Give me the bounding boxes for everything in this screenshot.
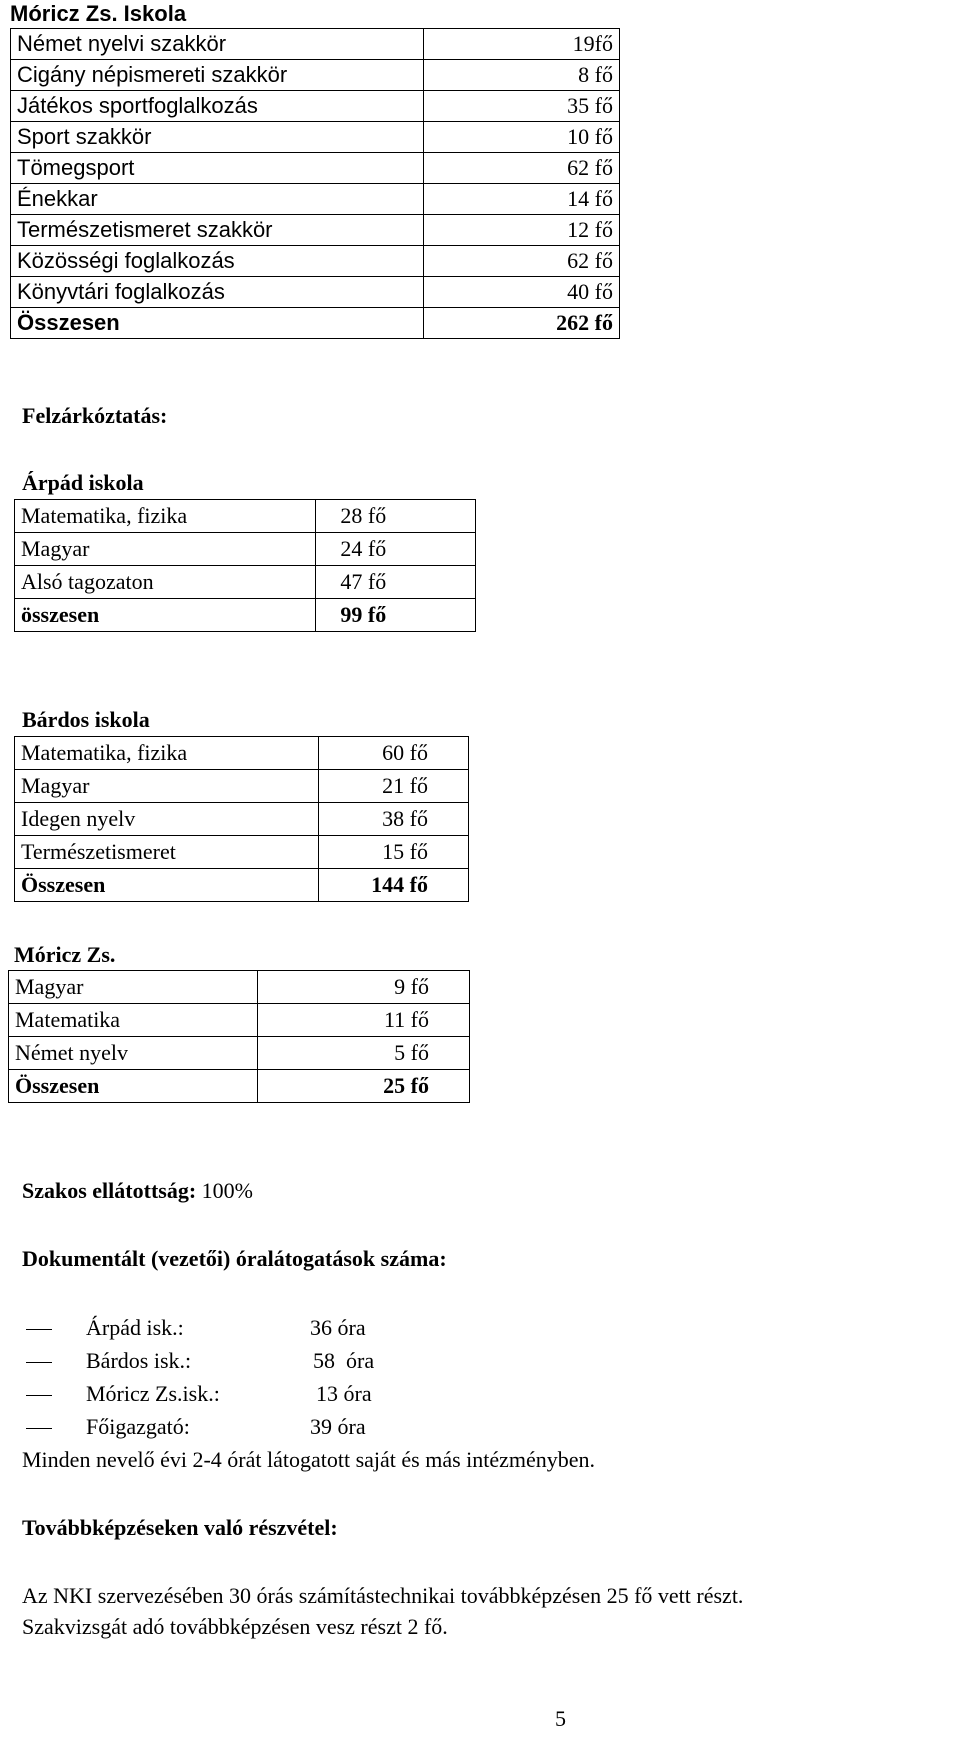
table-row (15, 500, 476, 533)
table-row (11, 246, 620, 277)
table-row (11, 277, 620, 308)
visit-hours: 36 óra (310, 1315, 366, 1340)
row-count: 11 fő (258, 1004, 470, 1037)
visit-hours: 39 óra (310, 1414, 366, 1439)
row-label: Idegen nyelv (15, 803, 319, 836)
table-row (15, 836, 469, 869)
row-label: Német nyelvi szakkör (11, 29, 424, 60)
minden-text: Minden nevelő évi 2-4 órát látogatott saját és más intézményben. (22, 1447, 596, 1472)
moricz2-table (8, 970, 470, 1103)
tovabb-line-2: Szakvizsgát adó továbbképzésen vesz részt 2 fő. (22, 1614, 448, 1639)
row-count: 40 fő (424, 277, 620, 308)
visit-item (26, 1377, 372, 1410)
row-count: 62 fő (424, 246, 620, 277)
row-count: 15 fő (319, 836, 469, 869)
row-count: 10 fő (424, 122, 620, 153)
row-count: 35 fő (424, 91, 620, 122)
row-label: Matematika, fizika (15, 500, 316, 533)
visit-name: Árpád isk.: (86, 1315, 184, 1340)
row-label: Játékos sportfoglalkozás (11, 91, 424, 122)
row-label: Matematika, fizika (15, 737, 319, 770)
visit-name: Bárdos isk.: (86, 1348, 192, 1373)
row-count: 62 fő (424, 153, 620, 184)
row-count: 12 fő (424, 215, 620, 246)
table-row (15, 770, 469, 803)
row-label: Természetismeret szakkör (11, 215, 424, 246)
page-number: 5 (555, 1706, 566, 1731)
felzarkoztatas-heading: Felzárkóztatás: (22, 403, 168, 428)
row-count: 5 fő (258, 1037, 470, 1070)
row-label: Magyar (15, 770, 319, 803)
row-count: 60 fő (319, 737, 469, 770)
row-label: Tömegsport (11, 153, 424, 184)
row-label: Német nyelv (9, 1037, 258, 1070)
row-label: Énekkar (11, 184, 424, 215)
moricz-table-title: Móricz Zs. Iskola (10, 1, 187, 26)
total-count: 25 fő (258, 1070, 470, 1103)
total-count: 144 fő (319, 869, 469, 902)
row-label: Sport szakkör (11, 122, 424, 153)
row-count: 24 fő (316, 533, 476, 566)
total-row (15, 869, 469, 902)
row-count: 38 fő (319, 803, 469, 836)
row-count: 8 fő (424, 60, 620, 91)
arpad-table (14, 499, 476, 632)
table-row (11, 122, 620, 153)
row-label: Közösségi foglalkozás (11, 246, 424, 277)
row-label: Matematika (9, 1004, 258, 1037)
visit-item (26, 1344, 375, 1377)
row-label: Magyar (15, 533, 316, 566)
table-row (11, 60, 620, 91)
dash-bullet-icon (26, 1428, 52, 1429)
total-label: Összesen (11, 308, 424, 339)
table-row (11, 153, 620, 184)
visit-hours: 58 óra (313, 1348, 375, 1373)
table-row (15, 803, 469, 836)
row-label: Alsó tagozaton (15, 566, 316, 599)
visit-hours: 13 óra (316, 1381, 372, 1406)
total-label: Összesen (15, 869, 319, 902)
arpad-title: Árpád iskola (22, 470, 144, 495)
row-count: 28 fő (316, 500, 476, 533)
table-row (11, 215, 620, 246)
szakos-line (22, 1178, 253, 1204)
table-row (11, 184, 620, 215)
visit-item (26, 1410, 366, 1443)
total-row (9, 1070, 470, 1103)
tovabb-line-1: Az NKI szervezésében 30 órás számítástechnikai továbbképzésen 25 fő vett részt. (22, 1583, 744, 1608)
table-row (9, 1004, 470, 1037)
row-label: Magyar (9, 971, 258, 1004)
row-label: Könyvtári foglalkozás (11, 277, 424, 308)
total-count: 99 fő (316, 599, 476, 632)
total-row (11, 308, 620, 339)
total-row (15, 599, 476, 632)
dash-bullet-icon (26, 1329, 52, 1330)
visits-list (26, 1311, 375, 1443)
row-count: 47 fő (316, 566, 476, 599)
visit-item (26, 1311, 366, 1344)
total-label: összesen (15, 599, 316, 632)
row-count: 19fő (424, 29, 620, 60)
row-count: 14 fő (424, 184, 620, 215)
szakos-label: Szakos ellátottság: (22, 1178, 197, 1203)
row-count: 9 fő (258, 971, 470, 1004)
bardos-title: Bárdos iskola (22, 707, 150, 732)
bardos-table (14, 736, 469, 902)
visit-name: Főigazgató: (86, 1414, 190, 1439)
row-label: Cigány népismereti szakkör (11, 60, 424, 91)
visit-name: Móricz Zs.isk.: (86, 1381, 220, 1406)
table-row (11, 91, 620, 122)
tovabb-heading: Továbbképzéseken való részvétel: (22, 1515, 338, 1540)
row-label: Természetismeret (15, 836, 319, 869)
row-count: 21 fő (319, 770, 469, 803)
total-count: 262 fő (424, 308, 620, 339)
dash-bullet-icon (26, 1362, 52, 1363)
table-row (15, 737, 469, 770)
table-row (15, 566, 476, 599)
table-row (11, 29, 620, 60)
moricz2-title: Móricz Zs. (14, 942, 116, 967)
dash-bullet-icon (26, 1395, 52, 1396)
total-label: Összesen (9, 1070, 258, 1103)
table-row (15, 533, 476, 566)
moricz-activities-table (10, 28, 620, 339)
szakos-value: 100% (196, 1178, 253, 1203)
dokumentalt-heading: Dokumentált (vezetői) óralátogatások száma: (22, 1246, 447, 1271)
table-row (9, 1037, 470, 1070)
table-row (9, 971, 470, 1004)
